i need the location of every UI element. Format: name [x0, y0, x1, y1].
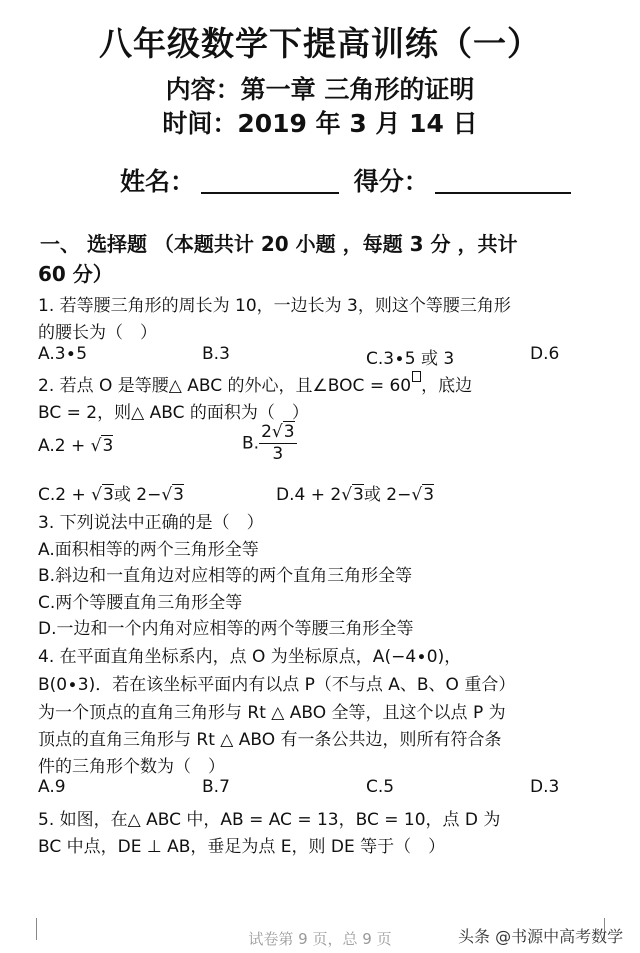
sqrt-sign-icon: √ — [161, 485, 173, 505]
q1-option-c: C.3∙5 或 3 — [366, 349, 455, 369]
fraction: $\frac{2√3}{3}$ — [261, 422, 295, 464]
score-label: 得分： — [353, 167, 429, 196]
question-4-line-5: 件的三角形个数为（ ） — [38, 757, 225, 777]
sqrt-sign-icon: √ — [90, 436, 102, 456]
question-4-line-2: B(0∙3)．若在该坐标平面内有以点 P（不与点 A、B、O 重合） — [38, 675, 516, 695]
sqrt-sign-icon: √ — [91, 485, 102, 505]
name-blank — [201, 168, 339, 194]
watermark: 头条 @书源中高考数学 — [458, 927, 624, 946]
sqrt-sign-icon: √ — [271, 422, 283, 442]
q2-stem-tail: ，底边 — [421, 376, 473, 396]
minus-sign-icon: − — [147, 485, 162, 505]
q2-option-c: C.2 + √3或 2−√3 — [38, 485, 184, 505]
question-1-line-1: 1. 若等腰三角形的周长为 10，一边长为 3，则这个等腰三角形 — [38, 296, 511, 316]
sqrt-sign-icon: √ — [411, 485, 423, 505]
q3-option-a: A.面积相等的两个三角形全等 — [38, 540, 259, 560]
question-2-line-1 — [38, 371, 472, 396]
q3-option-d: D.一边和一个内角对应相等的两个等腰三角形全等 — [38, 619, 414, 639]
q3-option-c: C.两个等腰直角三角形全等 — [38, 593, 243, 613]
question-1-line-2: 的腰长为（ ） — [38, 323, 157, 343]
degree-placeholder-icon — [412, 371, 421, 382]
q4-option-a: A.9 — [38, 777, 66, 797]
q3-option-b: B.斜边和一直角边对应相等的两个直角三角形全等 — [38, 566, 413, 586]
question-3-stem: 3. 下列说法中正确的是（ ） — [38, 513, 264, 533]
q2-option-a: A.2 + √3 — [38, 436, 114, 456]
page-title: 八年级数学下提高训练（一） — [99, 24, 541, 63]
q2-stem-text: 2. 若点 O 是等腰△ ABC 的外心，且∠BOC = 60 — [38, 376, 412, 396]
page-subtitle: 内容：第一章 三角形的证明 — [165, 75, 475, 104]
q1-option-a: A.3∙5 — [38, 344, 88, 364]
section-heading-cont: 60 分） — [38, 262, 113, 286]
question-4-line-3: 为一个顶点的直角三角形与 Rt △ ABO 全等，且这个以点 P 为 — [38, 703, 506, 723]
name-score-row — [120, 162, 577, 198]
exam-date: 时间：2019 年 3 月 14 日 — [162, 109, 478, 138]
name-label: 姓名： — [120, 167, 196, 196]
q1-option-b: B.3 — [202, 344, 230, 364]
page-footer: 试卷第 9 页，总 9 页 — [248, 930, 392, 948]
minus-sign-icon: − — [397, 485, 412, 505]
q4-option-c: C.5 — [366, 777, 395, 797]
question-4-line-4: 顶点的直角三角形与 Rt △ ABO 有一条公共边，则所有符合条 — [38, 730, 502, 750]
radicand: 3 — [102, 436, 114, 456]
question-5-line-1: 5. 如图，在△ ABC 中，AB = AC = 13，BC = 10，点 D 为 — [38, 810, 501, 830]
question-4-line-1: 4. 在平面直角坐标系内，点 O 为坐标原点，A(−4∙0)， — [38, 647, 462, 667]
q1-option-d: D.6 — [530, 344, 560, 364]
q2-option-d: D.4 + 2√3或 2−√3 — [276, 485, 435, 505]
q4-option-b: B.7 — [202, 777, 230, 797]
q4-option-d: D.3 — [530, 777, 560, 797]
score-blank — [435, 168, 571, 194]
q2-option-b: B. $\frac{2√3}{3}$ — [242, 422, 295, 464]
sqrt-sign-icon: √ — [341, 485, 353, 505]
question-5-line-2: BC 中点，DE ⊥ AB，垂足为点 E，则 DE 等于（ ） — [38, 837, 446, 857]
question-2-line-2: BC = 2，则△ ABC 的面积为（ ） — [38, 403, 309, 423]
section-heading: 一、 选择题 （本题共计 20 小题 ，每题 3 分 ，共计 — [40, 232, 518, 256]
